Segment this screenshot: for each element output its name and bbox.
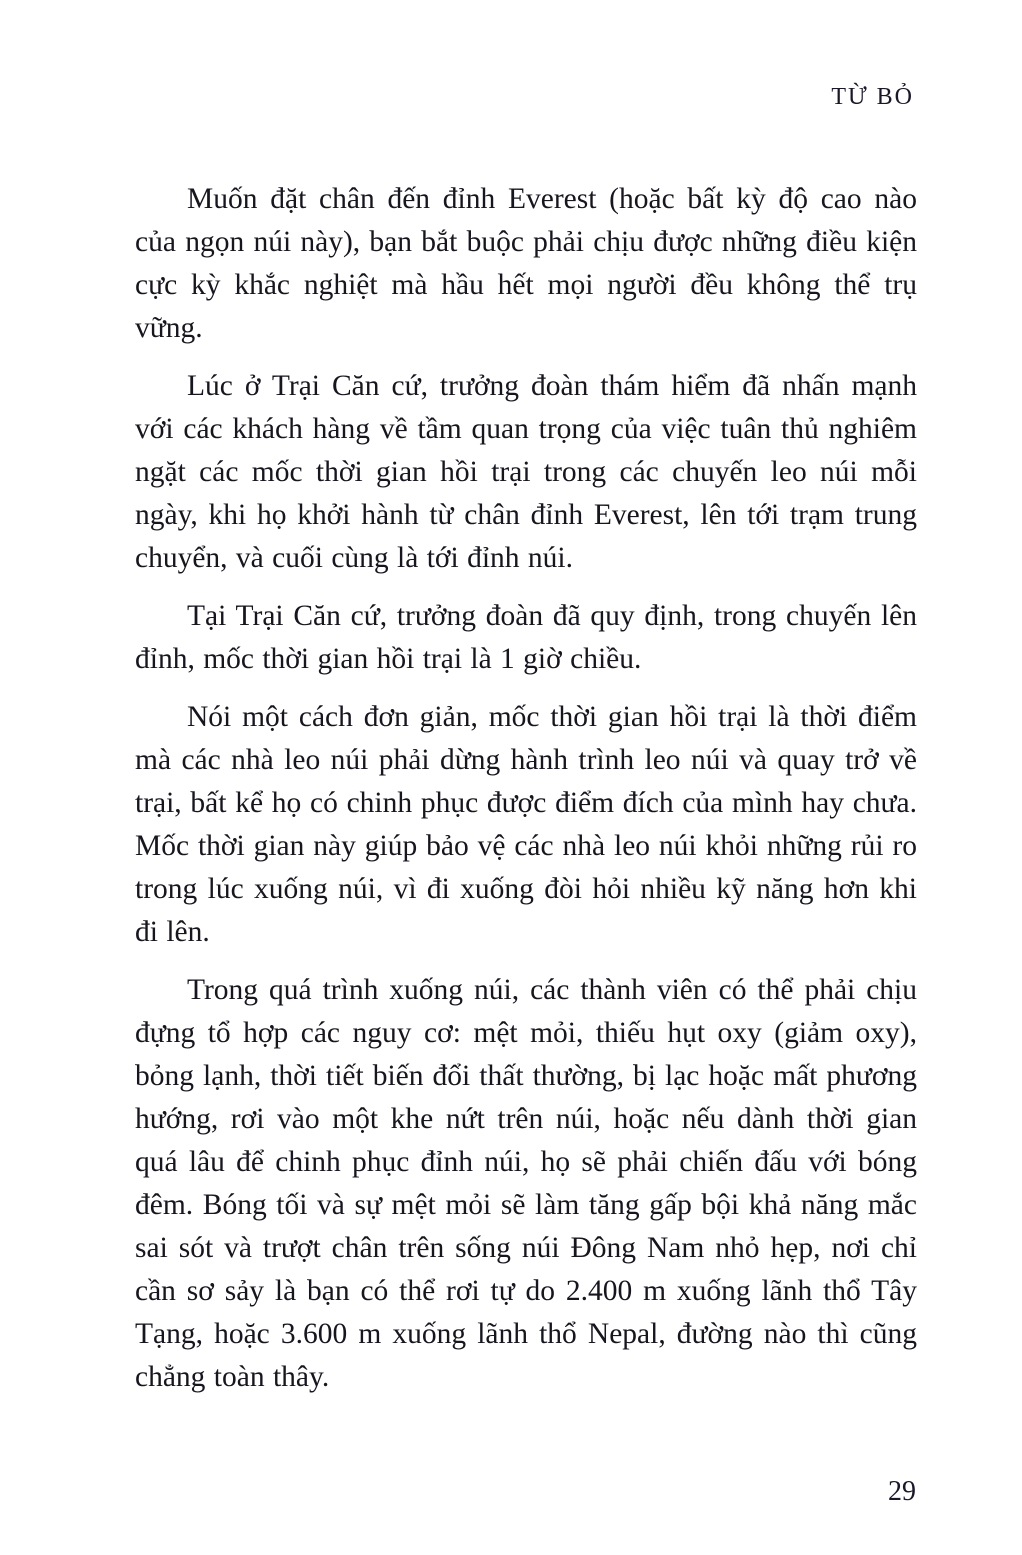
paragraph-4: Nói một cách đơn giản, mốc thời gian hồi trại là thời điểm mà các nhà leo núi phải dừng hành trình leo núi và quay trở về trại, bất kể họ có chinh phục được điểm đích của mình hay chưa. Mốc thời gian này giúp bảo vệ các nhà leo núi khỏi những rủi ro trong lúc xuống núi, vì đi xuống đòi hỏi nhiều kỹ năng hơn khi đi lên. — [135, 701, 917, 948]
page-number: 29 — [888, 1476, 916, 1507]
page-content — [135, 178, 917, 1414]
running-header: TỪ BỎ — [831, 84, 914, 110]
paragraph-5: Trong quá trình xuống núi, các thành viên có thể phải chịu đựng tổ hợp các nguy cơ: mệt mỏi, thiếu hụt oxy (giảm oxy), bỏng lạnh, thời tiết biến đổi thất thường, bị lạc hoặc mất phương hướng, rơi vào một khe nứt trên núi, hoặc nếu dành thời gian quá lâu để chinh phục đỉnh núi, họ sẽ phải chiến đấu với bóng đêm. Bóng tối và sự mệt mỏi sẽ làm tăng gấp bội khả năng mắc sai sót và trượt chân trên sống núi Đông Nam nhỏ hẹp, nơi chỉ cần sơ sảy là bạn có thể rơi tự do 2.400 m xuống lãnh thổ Tây Tạng, hoặc 3.600 m xuống lãnh thổ Nepal, đường nào thì cũng chẳng toàn thây. — [135, 974, 917, 1393]
paragraph-3: Tại Trại Căn cứ, trưởng đoàn đã quy định, trong chuyến lên đỉnh, mốc thời gian hồi trại là 1 giờ chiều. — [135, 600, 917, 675]
paragraph-1: Muốn đặt chân đến đỉnh Everest (hoặc bất kỳ độ cao nào của ngọn núi này), bạn bắt buộc phải chịu được những điều kiện cực kỳ khắc nghiệt mà hầu hết mọi người đều không thể trụ vững. — [135, 183, 917, 344]
paragraph-2: Lúc ở Trại Căn cứ, trưởng đoàn thám hiểm đã nhấn mạnh với các khách hàng về tầm quan trọng của việc tuân thủ nghiêm ngặt các mốc thời gian hồi trại trong các chuyến leo núi mỗi ngày, khi họ khởi hành từ chân đỉnh Everest, lên tới trạm trung chuyển, và cuối cùng là tới đỉnh núi. — [135, 370, 917, 574]
